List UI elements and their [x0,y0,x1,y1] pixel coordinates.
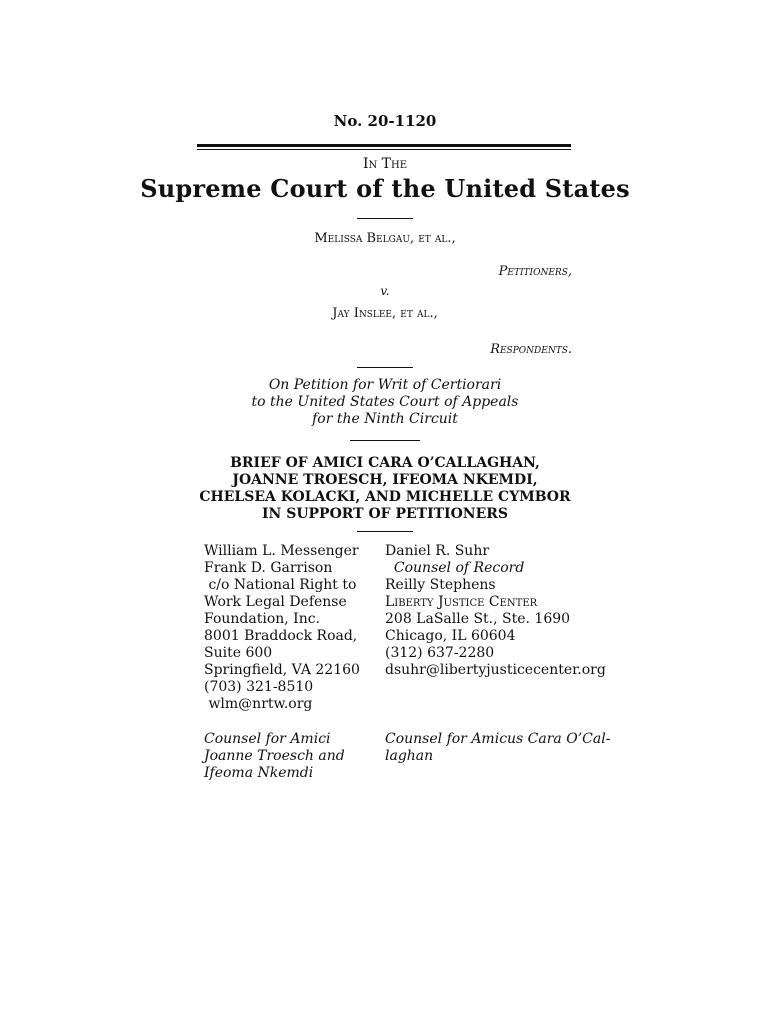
counsel-left-line: (703) 321-8510 [204,679,314,695]
counsel-left-line: Foundation, Inc. [204,611,321,627]
petitioner-role: Petitioners, [498,264,572,279]
counsel-left-for-line: Joanne Troesch and [204,748,345,764]
separator-dash [357,367,413,368]
versus-label: v. [380,284,390,298]
brief-title-line: JOANNE TROESCH, IFEOMA NKEMDI, [232,472,538,488]
brief-title-line: BRIEF OF AMICI CARA O’CALLAGHAN, [230,455,540,471]
respondent-name: Jay Inslee, et al., [332,306,438,321]
brief-title-line: CHELSEA KOLACKI, AND MICHELLE CYMBOR [199,489,571,505]
court-name: Supreme Court of the United States [140,174,630,203]
counsel-right-block [385,543,605,679]
counsel-right-line: Daniel R. Suhr [385,543,490,559]
counsel-left-line: William L. Messenger [204,543,359,559]
petition-line: On Petition for Writ of Certiorari [268,377,502,393]
counsel-right-for [385,731,611,765]
counsel-left-line: 8001 Braddock Road, [204,628,358,644]
counsel-right-line: (312) 637-2280 [385,645,495,661]
brief-title [0,455,770,523]
counsel-left-block [204,543,379,713]
petition-line: for the Ninth Circuit [312,411,458,427]
docket-number: No. 20-1120 [333,112,437,130]
brief-title-line: IN SUPPORT OF PETITIONERS [261,506,509,522]
separator-dash [357,531,413,532]
petition-block [0,377,770,428]
petition-line: to the United States Court of Appeals [251,394,519,410]
separator-dash [357,218,413,219]
counsel-right-line: Reilly Stephens [385,577,496,593]
respondent-role: Respondents. [490,342,572,357]
counsel-left-for-line: Counsel for Amici [204,731,331,747]
counsel-right-for-line: Counsel for Amicus Cara O’Cal- [385,731,611,747]
counsel-left-line: c/o National Right to [204,577,357,593]
in-the-label: In The [362,156,408,172]
counsel-left-for-line: Ifeoma Nkemdi [204,765,314,781]
header-rule-thick [197,144,571,147]
counsel-right-line: Liberty Justice Center [385,594,538,610]
counsel-right-line: Counsel of Record [385,560,525,576]
counsel-left-line: wlm@nrtw.org [204,696,313,712]
counsel-right-line: 208 LaSalle St., Ste. 1690 [385,611,571,627]
counsel-right-line: Chicago, IL 60604 [385,628,516,644]
counsel-left-line: Springfield, VA 22160 [204,662,360,678]
counsel-left-line: Frank D. Garrison [204,560,333,576]
header-rule-thin [197,149,571,150]
counsel-left-line: Suite 600 [204,645,273,661]
counsel-left-line: Work Legal Defense [204,594,347,610]
counsel-right-line: dsuhr@libertyjusticecenter.org [385,662,606,678]
counsel-right-for-line: laghan [385,748,434,764]
counsel-left-for [204,731,379,782]
separator-dash [350,440,420,441]
petitioner-name: Melissa Belgau, et al., [314,231,456,246]
